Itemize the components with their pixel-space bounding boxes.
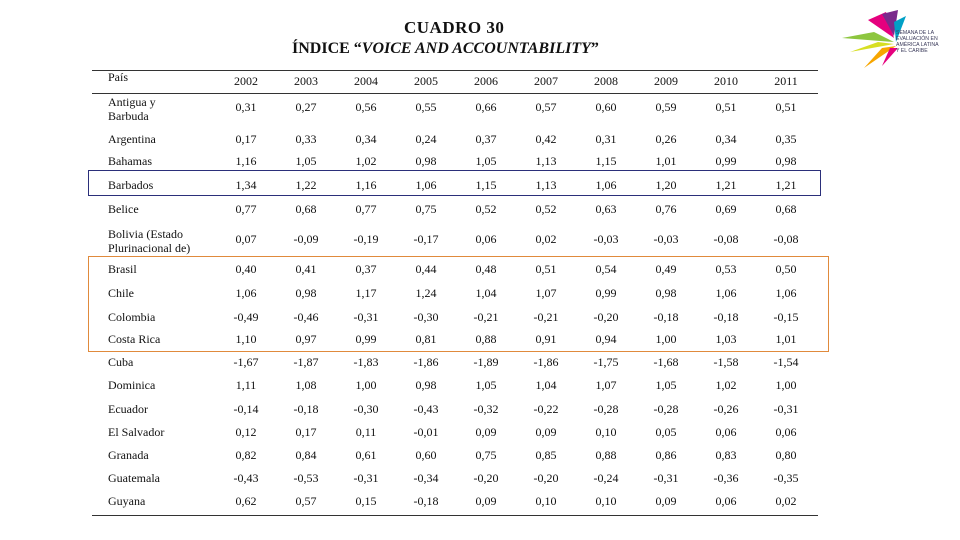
value-cell: 0,10 <box>595 425 617 439</box>
value-cell: 0,27 <box>295 100 317 114</box>
value-cell: -1,75 <box>593 355 619 369</box>
value-cell: 1,00 <box>355 378 377 392</box>
value-cell: 1,07 <box>595 378 617 392</box>
value-cell: 1,02 <box>355 154 377 168</box>
value-cell: 1,13 <box>535 154 557 168</box>
value-cell: 1,24 <box>415 286 437 300</box>
value-cell: 0,77 <box>235 202 257 216</box>
country-name: Cuba <box>108 355 134 369</box>
value-cell: -1,86 <box>413 355 439 369</box>
value-cell: -0,31 <box>773 402 799 416</box>
value-cell: -0,03 <box>653 232 679 246</box>
value-cell: 0,34 <box>355 132 377 146</box>
value-cell: 0,63 <box>595 202 617 216</box>
value-cell: 0,33 <box>295 132 317 146</box>
highlight-box-brasil-costarica <box>88 256 829 352</box>
value-cell: 1,34 <box>235 178 257 192</box>
value-cell: 1,16 <box>235 154 257 168</box>
value-cell: 1,05 <box>655 378 677 392</box>
value-cell: 1,11 <box>235 378 257 392</box>
value-cell: 0,37 <box>475 132 497 146</box>
country-name: Costa Rica <box>108 332 161 346</box>
value-cell: -0,17 <box>413 232 439 246</box>
value-cell: -1,67 <box>233 355 259 369</box>
country-name: Brasil <box>108 262 137 276</box>
value-cell: 0,98 <box>415 154 437 168</box>
value-cell: 1,01 <box>775 332 797 346</box>
year-header: 2003 <box>294 74 318 88</box>
value-cell: 0,07 <box>235 232 257 246</box>
value-cell: -0,32 <box>473 402 499 416</box>
value-cell: 1,13 <box>535 178 557 192</box>
year-header: 2002 <box>234 74 258 88</box>
value-cell: 0,02 <box>775 494 797 508</box>
value-cell: -1,54 <box>773 355 799 369</box>
value-cell: 0,54 <box>595 262 617 276</box>
value-cell: 0,56 <box>355 100 377 114</box>
logo-text-line: Y EL CARIBE <box>896 48 928 54</box>
logo-text <box>896 30 956 54</box>
table-bottom-rule <box>92 515 818 516</box>
value-cell: 0,34 <box>715 132 737 146</box>
value-cell: 0,81 <box>415 332 437 346</box>
value-cell: 0,06 <box>775 425 797 439</box>
value-cell: 0,88 <box>475 332 497 346</box>
value-cell: -0,01 <box>413 425 439 439</box>
value-cell: 1,06 <box>235 286 257 300</box>
value-cell: 1,06 <box>775 286 797 300</box>
value-cell: 0,53 <box>715 262 737 276</box>
value-cell: 0,41 <box>295 262 317 276</box>
value-cell: -0,43 <box>413 402 439 416</box>
value-cell: -1,86 <box>533 355 559 369</box>
country-name: Colombia <box>108 310 156 324</box>
value-cell: -0,18 <box>293 402 319 416</box>
value-cell: -0,24 <box>593 471 619 485</box>
value-cell: 0,84 <box>295 448 317 462</box>
value-cell: 1,15 <box>595 154 617 168</box>
value-cell: 0,61 <box>355 448 377 462</box>
value-cell: 0,98 <box>295 286 317 300</box>
value-cell: -0,28 <box>653 402 679 416</box>
value-cell: 0,51 <box>535 262 557 276</box>
value-cell: 1,21 <box>715 178 737 192</box>
country-name: Antigua y Barbuda <box>108 95 156 123</box>
country-name: Granada <box>108 448 149 462</box>
value-cell: 0,09 <box>655 494 677 508</box>
value-cell: -0,31 <box>353 310 379 324</box>
value-cell: 0,97 <box>295 332 317 346</box>
value-cell: -0,20 <box>473 471 499 485</box>
value-cell: 1,05 <box>475 378 497 392</box>
value-cell: -0,30 <box>353 402 379 416</box>
country-name: Argentina <box>108 132 156 146</box>
value-cell: 0,10 <box>595 494 617 508</box>
value-cell: 0,09 <box>475 425 497 439</box>
value-cell: 1,03 <box>715 332 737 346</box>
value-cell: 0,35 <box>775 132 797 146</box>
value-cell: 0,17 <box>295 425 317 439</box>
value-cell: -1,87 <box>293 355 319 369</box>
table-number: CUADRO 30 <box>404 18 505 37</box>
value-cell: 1,02 <box>715 378 737 392</box>
value-cell: 0,99 <box>355 332 377 346</box>
value-cell: 1,04 <box>535 378 557 392</box>
value-cell: 0,66 <box>475 100 497 114</box>
value-cell: -0,36 <box>713 471 739 485</box>
value-cell: 0,09 <box>535 425 557 439</box>
value-cell: 0,52 <box>475 202 497 216</box>
value-cell: -1,58 <box>713 355 739 369</box>
year-header: 2008 <box>594 74 618 88</box>
table-header-rule <box>92 93 818 94</box>
value-cell: 0,55 <box>415 100 437 114</box>
value-cell: 0,94 <box>595 332 617 346</box>
value-cell: -0,30 <box>413 310 439 324</box>
value-cell: 1,00 <box>775 378 797 392</box>
value-cell: 0,59 <box>655 100 677 114</box>
logo-petal-green <box>842 32 894 42</box>
year-header: 2007 <box>534 74 558 88</box>
value-cell: -0,46 <box>293 310 319 324</box>
value-cell: -0,21 <box>533 310 559 324</box>
value-cell: -0,22 <box>533 402 559 416</box>
value-cell: 0,62 <box>235 494 257 508</box>
value-cell: 0,99 <box>715 154 737 168</box>
value-cell: 0,31 <box>235 100 257 114</box>
year-header: 2011 <box>774 74 798 88</box>
value-cell: -0,20 <box>533 471 559 485</box>
country-name: Guatemala <box>108 471 160 485</box>
value-cell: 0,77 <box>355 202 377 216</box>
value-cell: 0,52 <box>535 202 557 216</box>
value-cell: 0,40 <box>235 262 257 276</box>
value-cell: 0,98 <box>655 286 677 300</box>
value-cell: -0,53 <box>293 471 319 485</box>
value-cell: 0,26 <box>655 132 677 146</box>
value-cell: 0,86 <box>655 448 677 462</box>
value-cell: -0,14 <box>233 402 259 416</box>
value-cell: 0,80 <box>775 448 797 462</box>
value-cell: 1,01 <box>655 154 677 168</box>
year-header: 2004 <box>354 74 378 88</box>
value-cell: 0,60 <box>595 100 617 114</box>
value-cell: -0,15 <box>773 310 799 324</box>
value-cell: 0,50 <box>775 262 797 276</box>
value-cell: 0,91 <box>535 332 557 346</box>
value-cell: 0,12 <box>235 425 257 439</box>
value-cell: -0,18 <box>413 494 439 508</box>
country-name: Dominica <box>108 378 156 392</box>
value-cell: 1,00 <box>655 332 677 346</box>
value-cell: 1,08 <box>295 378 317 392</box>
table-title-prefix: ÍNDICE “ <box>292 40 362 57</box>
value-cell: -0,43 <box>233 471 259 485</box>
value-cell: 0,83 <box>715 448 737 462</box>
value-cell: 1,17 <box>355 286 377 300</box>
country-name: Barbados <box>108 178 154 192</box>
value-cell: 0,82 <box>235 448 257 462</box>
value-cell: 0,69 <box>715 202 737 216</box>
value-cell: 0,85 <box>535 448 557 462</box>
value-cell: 0,68 <box>775 202 797 216</box>
value-cell: 1,06 <box>715 286 737 300</box>
value-cell: -0,34 <box>413 471 439 485</box>
table-title-italic: VOICE AND ACCOUNTABILITY <box>361 40 591 57</box>
value-cell: 1,16 <box>355 178 377 192</box>
value-cell: 0,51 <box>715 100 737 114</box>
value-cell: -0,49 <box>233 310 259 324</box>
table-title <box>292 40 599 58</box>
value-cell: 0,75 <box>475 448 497 462</box>
value-cell: 0,88 <box>595 448 617 462</box>
table-title-suffix: ” <box>590 40 599 57</box>
table-top-rule <box>92 70 818 71</box>
value-cell: 0,06 <box>715 494 737 508</box>
value-cell: 0,24 <box>415 132 437 146</box>
country-name: Guyana <box>108 494 146 508</box>
value-cell: 0,17 <box>235 132 257 146</box>
value-cell: -1,89 <box>473 355 499 369</box>
value-cell: 0,57 <box>535 100 557 114</box>
highlight-box-barbados <box>88 170 821 196</box>
country-name: Chile <box>108 286 134 300</box>
value-cell: 0,09 <box>475 494 497 508</box>
value-cell: 0,75 <box>415 202 437 216</box>
value-cell: 0,31 <box>595 132 617 146</box>
country-name: El Salvador <box>108 425 165 439</box>
value-cell: -0,19 <box>353 232 379 246</box>
value-cell: -0,18 <box>713 310 739 324</box>
value-cell: 0,48 <box>475 262 497 276</box>
country-name: Belice <box>108 202 139 216</box>
value-cell: -0,26 <box>713 402 739 416</box>
value-cell: 1,07 <box>535 286 557 300</box>
value-cell: 0,37 <box>355 262 377 276</box>
value-cell: 1,06 <box>595 178 617 192</box>
value-cell: 0,11 <box>355 425 377 439</box>
value-cell: -0,18 <box>653 310 679 324</box>
value-cell: 1,06 <box>415 178 437 192</box>
value-cell: 0,02 <box>535 232 557 246</box>
year-header: 2005 <box>414 74 438 88</box>
year-header: 2006 <box>474 74 498 88</box>
value-cell: 0,51 <box>775 100 797 114</box>
value-cell: 1,22 <box>295 178 317 192</box>
value-cell: 0,98 <box>775 154 797 168</box>
value-cell: 0,49 <box>655 262 677 276</box>
value-cell: 0,57 <box>295 494 317 508</box>
value-cell: 0,44 <box>415 262 437 276</box>
value-cell: 0,06 <box>475 232 497 246</box>
logo-text-line: EVALUACIÓN EN <box>896 36 938 42</box>
value-cell: 0,15 <box>355 494 377 508</box>
country-name: Bahamas <box>108 154 152 168</box>
value-cell: -0,28 <box>593 402 619 416</box>
value-cell: 1,04 <box>475 286 497 300</box>
country-name: Bolivia (Estado Plurinacional de) <box>108 227 191 255</box>
value-cell: -0,21 <box>473 310 499 324</box>
value-cell: 0,98 <box>415 378 437 392</box>
value-cell: 0,05 <box>655 425 677 439</box>
value-cell: -0,08 <box>713 232 739 246</box>
value-cell: -0,31 <box>653 471 679 485</box>
logo-text-line: AMÉRICA LATINA <box>896 42 939 48</box>
value-cell: 0,76 <box>655 202 677 216</box>
year-header: 2009 <box>654 74 678 88</box>
value-cell: 1,20 <box>655 178 677 192</box>
value-cell: -0,08 <box>773 232 799 246</box>
value-cell: 0,68 <box>295 202 317 216</box>
value-cell: 0,60 <box>415 448 437 462</box>
value-cell: 1,05 <box>295 154 317 168</box>
value-cell: 0,99 <box>595 286 617 300</box>
value-cell: 0,10 <box>535 494 557 508</box>
value-cell: -0,03 <box>593 232 619 246</box>
value-cell: -0,09 <box>293 232 319 246</box>
year-header: 2010 <box>714 74 738 88</box>
value-cell: 1,15 <box>475 178 497 192</box>
value-cell: 1,21 <box>775 178 797 192</box>
value-cell: 0,42 <box>535 132 557 146</box>
value-cell: 1,10 <box>235 332 257 346</box>
value-cell: -0,31 <box>353 471 379 485</box>
value-cell: 1,05 <box>475 154 497 168</box>
value-cell: 0,06 <box>715 425 737 439</box>
country-column-header: País <box>108 70 129 84</box>
value-cell: -1,68 <box>653 355 679 369</box>
value-cell: -0,35 <box>773 471 799 485</box>
logo-text-line: SEMANA DE LA <box>896 30 935 36</box>
country-name: Ecuador <box>108 402 148 416</box>
value-cell: -0,20 <box>593 310 619 324</box>
value-cell: -1,83 <box>353 355 379 369</box>
